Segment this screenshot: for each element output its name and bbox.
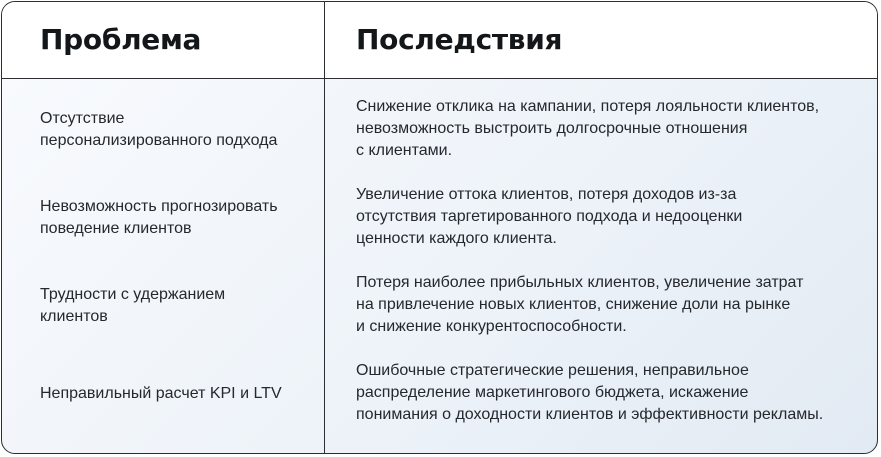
row-2-consequence: Увеличение оттока клиентов, потеря доходов из-за отсутствия таргетированного подхода и недооценки ценности каждого клиента. bbox=[356, 186, 743, 247]
problems-consequences-table bbox=[1, 1, 878, 454]
row-3-problem: Трудности с удержанием клиентов bbox=[40, 286, 226, 325]
table-header-row bbox=[2, 2, 877, 79]
column-divider bbox=[324, 2, 325, 453]
row-1-problem: Отсутствие персонализированного подхода bbox=[40, 110, 278, 149]
row-4-problem: Неправильный расчет KPI и LTV bbox=[40, 385, 282, 402]
header-problem: Проблема bbox=[40, 23, 202, 56]
row-4-consequence: Ошибочные стратегические решения, неправильное распределение маркетингового бюджета, искажение понимания о доходности клиентов и эффективности рекламы. bbox=[356, 362, 824, 423]
row-2-problem: Невозможность прогнозировать поведение клиентов bbox=[40, 198, 278, 237]
header-consequence: Последствия bbox=[356, 23, 563, 56]
row-1-consequence: Снижение отклика на кампании, потеря лояльности клиентов, невозможность выстроить долгосрочные отношения с клиентами. bbox=[356, 98, 820, 159]
row-3-consequence: Потеря наиболее прибыльных клиентов, увеличение затрат на привлечение новых клиентов, снижение доли на рынке и снижение конкурентоспособности. bbox=[356, 274, 804, 335]
